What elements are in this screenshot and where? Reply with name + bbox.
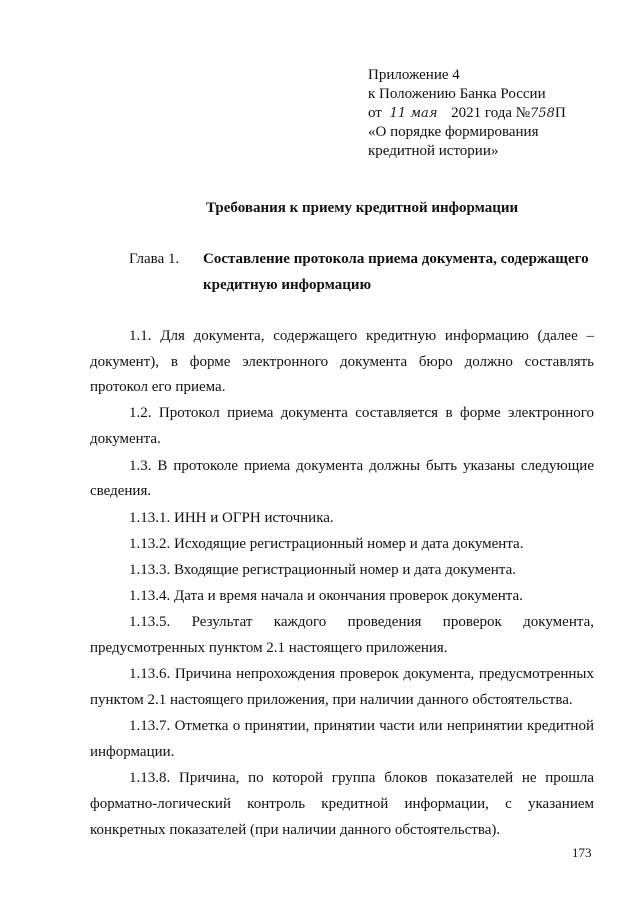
p1-line-1: 1.1. Для документа, содержащего кредитную информацию (далее –: [129, 328, 594, 344]
item-1-13-7-line-2: информации.: [90, 744, 175, 760]
document-title: Требования к приему кредитной информации: [206, 200, 519, 216]
page-number: 173: [572, 845, 592, 860]
item-1-13-4: 1.13.4. Дата и время начала и окончания проверок документа.: [129, 588, 523, 604]
item-1-13-8-line-2: форматно-логический контроль кредитной информации, с указанием: [90, 796, 594, 812]
item-1-13-7-line-1: 1.13.7. Отметка о принятии, принятии части или непринятии кредитной: [129, 718, 594, 734]
header-line-4: «О порядке формирования: [368, 124, 539, 140]
p2-line-2: документа.: [90, 431, 161, 447]
p3-line-2: сведения.: [90, 483, 152, 499]
p2-line-1: 1.2. Протокол приема документа составляется в форме электронного: [129, 405, 594, 421]
handwritten-date: 11 мая: [389, 106, 438, 121]
header-year: 2021 года №: [451, 105, 531, 121]
p3-line-1: 1.3. В протоколе приема документа должны быть указаны следующие: [129, 458, 594, 474]
header-prefix: от: [368, 105, 382, 121]
p1-line-3: протокол его приема.: [90, 379, 226, 395]
item-1-13-8-line-1: 1.13.8. Причина, по которой группа блоков показателей не прошла: [129, 770, 594, 786]
handwritten-number: 758: [530, 106, 555, 121]
item-1-13-6-line-2: пунктом 2.1 настоящего приложения, при наличии данного обстоятельства.: [90, 692, 573, 708]
chapter-heading-line-1: Составление протокола приема документа, содержащего: [203, 251, 589, 267]
p1-line-2: документ), в форме электронного документа бюро должно составлять: [90, 354, 594, 370]
item-1-13-1: 1.13.1. ИНН и ОГРН источника.: [129, 510, 334, 526]
chapter-label: Глава 1.: [129, 251, 180, 267]
header-line-3: [368, 103, 566, 124]
header-line-2: к Положению Банка России: [368, 86, 546, 102]
item-1-13-5-line-2: предусмотренных пунктом 2.1 настоящего приложения.: [90, 640, 448, 656]
item-1-13-8-line-3: конкретных показателей (при наличии данного обстоятельства).: [90, 822, 501, 838]
item-1-13-5-line-1: 1.13.5. Результат каждого проведения проверок документа,: [129, 614, 594, 630]
item-1-13-3: 1.13.3. Входящие регистрационный номер и дата документа.: [129, 562, 516, 578]
item-1-13-2: 1.13.2. Исходящие регистрационный номер и дата документа.: [129, 536, 524, 552]
chapter-heading-line-2: кредитную информацию: [203, 277, 372, 293]
header-suffix: П: [554, 105, 566, 121]
item-1-13-6-line-1: 1.13.6. Причина непрохождения проверок документа, предусмотренных: [129, 666, 594, 682]
header-line-1: Приложение 4: [368, 67, 460, 83]
header-line-5: кредитной истории»: [368, 143, 499, 159]
